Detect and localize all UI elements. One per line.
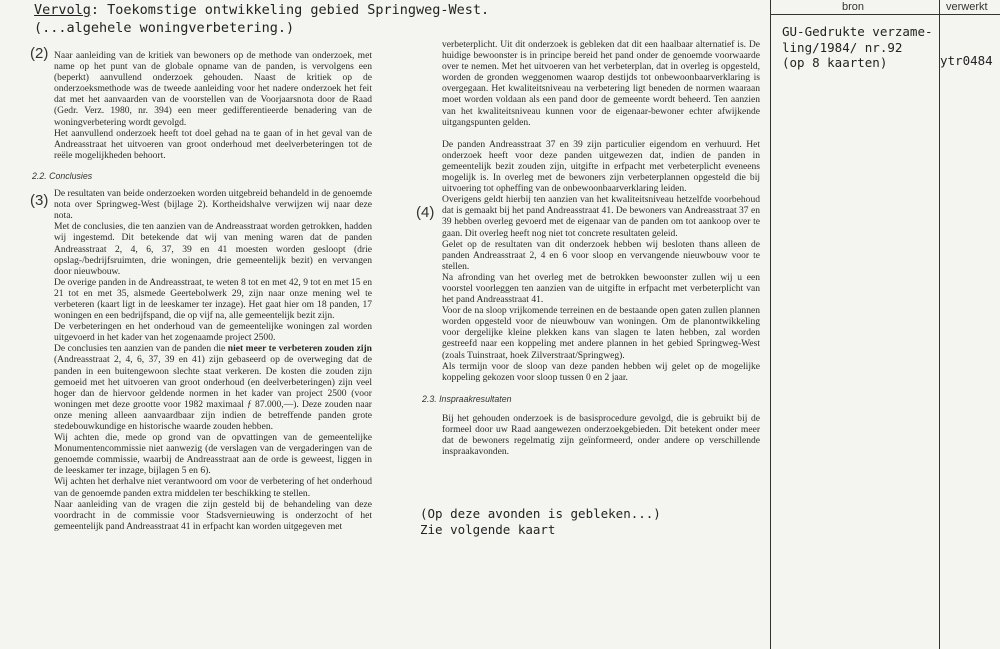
typed-note-line1: (Op deze avonden is gebleken...) <box>420 506 661 521</box>
paragraph: Voor de na sloop vrijkomende terreinen en de bestaande open gaten zullen plannen worden opgesteld voor de nieuwbouw van woningen. Om de planontwikkeling voor dergelijke kleine plekken kans van slagen te laten hebben, zal worden gestreefd naar een koppeling met andere plannen in het gebied Springweg-West (zoals Tuinstraat, hoek Zilverstraat/Springweg). <box>442 305 760 361</box>
paragraph: Bij het gehouden onderzoek is de basisprocedure gevolgd, die is gebruikt bij de formeel door uw Raad aangewezen onderzoekgebieden. Dit betekent onder meer dat de bewoners regelmatig zijn geïnformeerd, onder andere op verschillende inspraakavonden. <box>442 412 760 458</box>
source-line-2: ling/1984/ nr.92 <box>782 40 903 55</box>
document-header <box>34 2 489 18</box>
source-line-1: GU-Gedrukte verzame- <box>782 24 933 39</box>
emphasized-text: niet meer te verbeteren zouden zijn <box>227 343 372 355</box>
paragraph: Gelet op de resultaten van dit onderzoek hebben wij besloten thans alleen de panden Andreasstraat 2, 4 en 6 voor sloop en vervangende nieuwbouw voor te stellen. <box>442 238 760 272</box>
paragraph: Overigens geldt hierbij ten aanzien van het kwaliteitsniveau hetzelfde voorbehoud dat is gemaakt bij het pand Andreasstraat 41. De bewoners van Andreasstraat 37 en 39 hebben overleg gevoerd met de eigenaar van de panden om tot aankoop over te gaan. Dit overleg heeft nog niet tot concrete resultaten geleid. <box>442 194 760 239</box>
processed-code: ytr0484 <box>940 53 993 68</box>
panel-divider <box>939 0 940 649</box>
paragraph: Naar aanleiding van de kritiek van bewoners op de methode van onderzoek, met name op het punt van de globale opname van de panden, is vervolgens een (beperkt) aanvullend onderzoek gehouden. Naast de kritiek op de onderzoeksmethode was de tweede aanleiding voor het nadere onderzoek het feit dat met het aanvaarden van de voorstellen van de Voorjaarsnota door de Raad (Gedr. Verz. 1980, nr. 394) een meer gedifferentieerde benadering van de woningverbetering wordt gevolgd. <box>54 50 372 128</box>
margin-mark-4: (4) <box>416 204 435 221</box>
left-text-column <box>32 50 372 532</box>
section-heading-conclusies: 2.2. Conclusies <box>32 170 93 181</box>
paragraph <box>54 343 372 432</box>
section-heading-inspraakresultaten: 2.3. Inspraakresultaten <box>422 393 512 404</box>
text-run: (Andreasstraat 2, 4, 6, 37, 39 en 41) zijn gebaseerd op de overweging dat de panden in een buitengewoon slechte staat verkeren. De kosten die zouden zijn gemoeid met het uitvoeren van groot onderhoud (en deelverbeteringen) zijn veel hoger dan de hiervoor geldende normen in het kader van project 2500 (voor woningen met deze grootte voor 1982 maximaal ƒ 87.000,—). Deze zouden naar onze mening alleen aanvaardbaar zijn indien de betreffende panden grote stedebouwkundige en historische waarde zouden hebben. <box>54 354 372 432</box>
paragraph: De verbeteringen en het onderhoud van de gemeentelijke woningen zal worden uitgevoerd in het kader van het zogenaamde project 2500. <box>54 321 372 344</box>
middle-text-column <box>422 39 760 458</box>
margin-mark-3: (3) <box>30 192 49 209</box>
paragraph: Als termijn voor de sloop van deze panden hebben wij gelet op de mogelijke koppeling gekozen voor sloop tussen 0 en 2 jaar. <box>442 360 760 383</box>
margin-mark-2: (2) <box>30 45 49 62</box>
paragraph: Met de conclusies, die ten aanzien van de Andreasstraat worden getrokken, hadden wij ingestemd. Dit betekende dat wij van mening waren dat de panden Andreasstraat 2, 4, 6, 37, 39 en 41 moesten worden gesloopt (drie opslag-/bedrijfsruimten, drie woningen, drie gemeentelijk bezit) en vervangen door nieuwbouw. <box>54 221 372 277</box>
paragraph: Het aanvullend onderzoek heeft tot doel gehad na te gaan of in het geval van de Andreasstraat het uitvoeren van groot onderhoud met deelverbeteringen tot de reële mogelijkheden behoort. <box>54 127 372 161</box>
text-run: De conclusies ten aanzien van de panden die <box>54 343 228 355</box>
paragraph: De overige panden in de Andreasstraat, te weten 8 tot en met 42, 9 tot en met 15 en 21 tot en met 35, alsmede Geertebolwerk 29, zijn naar onze mening wel te verbeteren (kaart ligt in de leeskamer ter inzage). Het gaat hier om 18 panden, 17 woningen en een bedrijfspand, die op vijf na, alle gemeentelijk bezit zijn. <box>54 276 372 322</box>
paragraph: Naar aanleiding van de vragen die zijn gesteld bij de behandeling van deze voordracht in de commissie voor Stadsvernieuwing is onderzocht of het gemeentelijk pand Andreasstraat 41 in erfpacht kan worden uitgegeven met <box>54 498 372 532</box>
header-label: Vervolg <box>34 2 91 18</box>
column-header-verwerkt: verwerkt <box>946 1 988 13</box>
paragraph: De panden Andreasstraat 37 en 39 zijn particulier eigendom en verhuurd. Het onderzoek heeft voor deze panden uitgewezen dat, indien de panden in gemeentelijk bezit zouden zijn, uitgifte in erfpacht met verbeterplicht eveneens mogelijk is. In overleg met de bewoners zijn verbeterplannen opgesteld die bij uitvoering tot opheffing van de onbewoonbaarverklaring leiden. <box>442 138 760 195</box>
header-title: : Toekomstige ontwikkeling gebied Springweg-West. <box>90 2 490 18</box>
paragraph: Na afronding van het overleg met de betrokken bewoonster zullen wij u een voorstel voorleggen ten aanzien van de uitgifte in erfpacht met verbeterplicht van het pand Andreasstraat 41. <box>442 271 760 306</box>
paragraph: Wij achten het derhalve niet verantwoord om voor de verbetering of het onderhoud van de genoemde panden extra middelen ter beschikking te stellen. <box>54 476 372 499</box>
header-subtitle: (...algehele woningverbetering.) <box>34 20 295 36</box>
paragraph: verbeterplicht. Uit dit onderzoek is gebleken dat dit een haalbaar alternatief is. De huidige bewoonster is in principe bereid het pand onder de genoemde voorwaarde over te nemen. Met het uitvoeren van het verbeterplan, dat in overleg is opgesteld, worden de gronden weggenomen waarop destijds tot onbewoonbaarverklaring is overgegaan. Het kwaliteitsniveau na verbetering ligt beneden de normen waaraan moet worden voldaan als een pand door de gemeente wordt beheerd. Ten aanzien van het kwaliteitsniveau kunnen voor de eigenaar-bewoner echter afwijkende uitgangspunten gelden. <box>442 39 760 128</box>
paragraph: Wij achten die, mede op grond van de opvattingen van de gemeentelijke Monumentencommissie niet aanwezig (de verslagen van de vergaderingen van de genoemde commissie, waarbij de Andreasstraat aan de orde is geweest, liggen in de leeskamer ter inzage, bijlagen 5 en 6). <box>54 432 372 477</box>
panel-header-rule <box>770 14 1000 15</box>
archive-side-panel <box>770 0 1000 649</box>
panel-border-left <box>770 0 771 649</box>
typed-note-line2: Zie volgende kaart <box>420 522 556 537</box>
source-line-3: (op 8 kaarten) <box>782 55 888 70</box>
paragraph: De resultaten van beide onderzoeken worden uitgebreid behandeld in de genoemde nota over Springweg-West (bijlage 2). Kortheidshalve verwijzen wij naar deze nota. <box>54 188 372 222</box>
column-header-bron: bron <box>842 1 865 13</box>
